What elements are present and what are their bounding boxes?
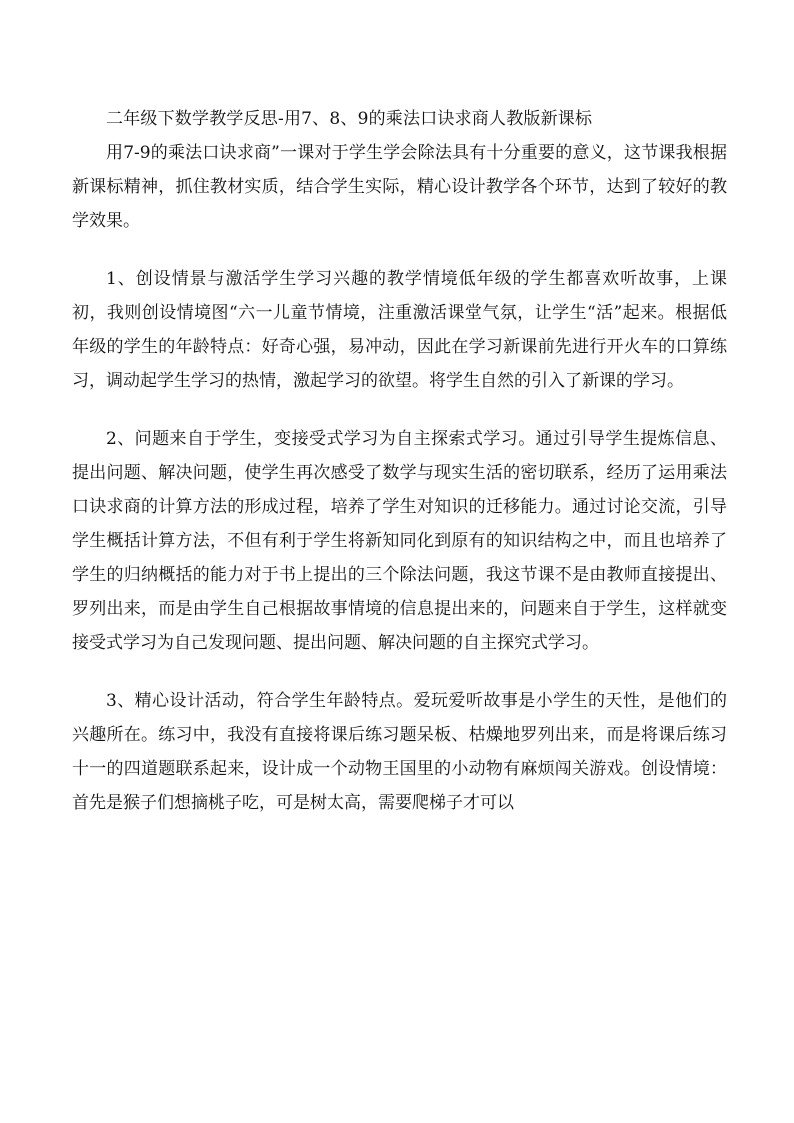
paragraph-section-3: 3、精心设计活动，符合学生年龄特点。爱玩爱听故事是小学生的天性，是他们的兴趣所在。练习中，我没有直接将课后练习题呆板、枯燥地罗列出来，而是将课后练习十一的四道题联系起来，设计成一个动物王国里的小动物有麻烦闯关游戏。创设情境：首先是猴子们想摘桃子吃，可是树太高，需要爬梯子才可以 (72, 691, 727, 813)
paragraph-intro: 用7-9的乘法口诀求商”一课对于学生学会除法具有十分重要的意义，这节课我根据新课标精神，抓住教材实质，结合学生实际，精心设计教学各个环节，达到了较好的教学效果。 (72, 143, 727, 231)
document-title: 二年级下数学教学反思-用7、8、9的乘法口诀求商人教版新课标 (106, 109, 593, 129)
paragraph-section-2: 2、问题来自于学生，变接受式学习为自主探索式学习。通过引导学生提炼信息、提出问题、解决问题，使学生再次感受了数学与现实生活的密切联系，经历了运用乘法口诀求商的计算方法的形成过程，培养了学生对知识的迁移能力。通过讨论交流，引导学生概括计算方法，不但有利于学生将新知同化到原有的知识结构之中，而且也培养了学生的归纳概括的能力对于书上提出的三个除法问题，我这节课不是由教师直接提出、罗列出来，而是由学生自己根据故事情境的信息提出来的，问题来自于学生，这样就变接受式学习为自己发现问题、提出问题、解决问题的自主探究式学习。 (72, 429, 727, 653)
document-body (72, 102, 727, 844)
paragraph-section-1: 1、创设情景与激活学生学习兴趣的教学情境低年级的学生都喜欢听故事，上课初，我则创设情境图“六一儿童节情境，注重激活课堂气氛，让学生“活”起来。根据低年级的学生的年龄特点：好奇心强，易冲动，因此在学习新课前先进行开火车的口算练习，调动起学生学习的热情，激起学习的欲望。将学生自然的引入了新课的学习。 (72, 269, 727, 391)
